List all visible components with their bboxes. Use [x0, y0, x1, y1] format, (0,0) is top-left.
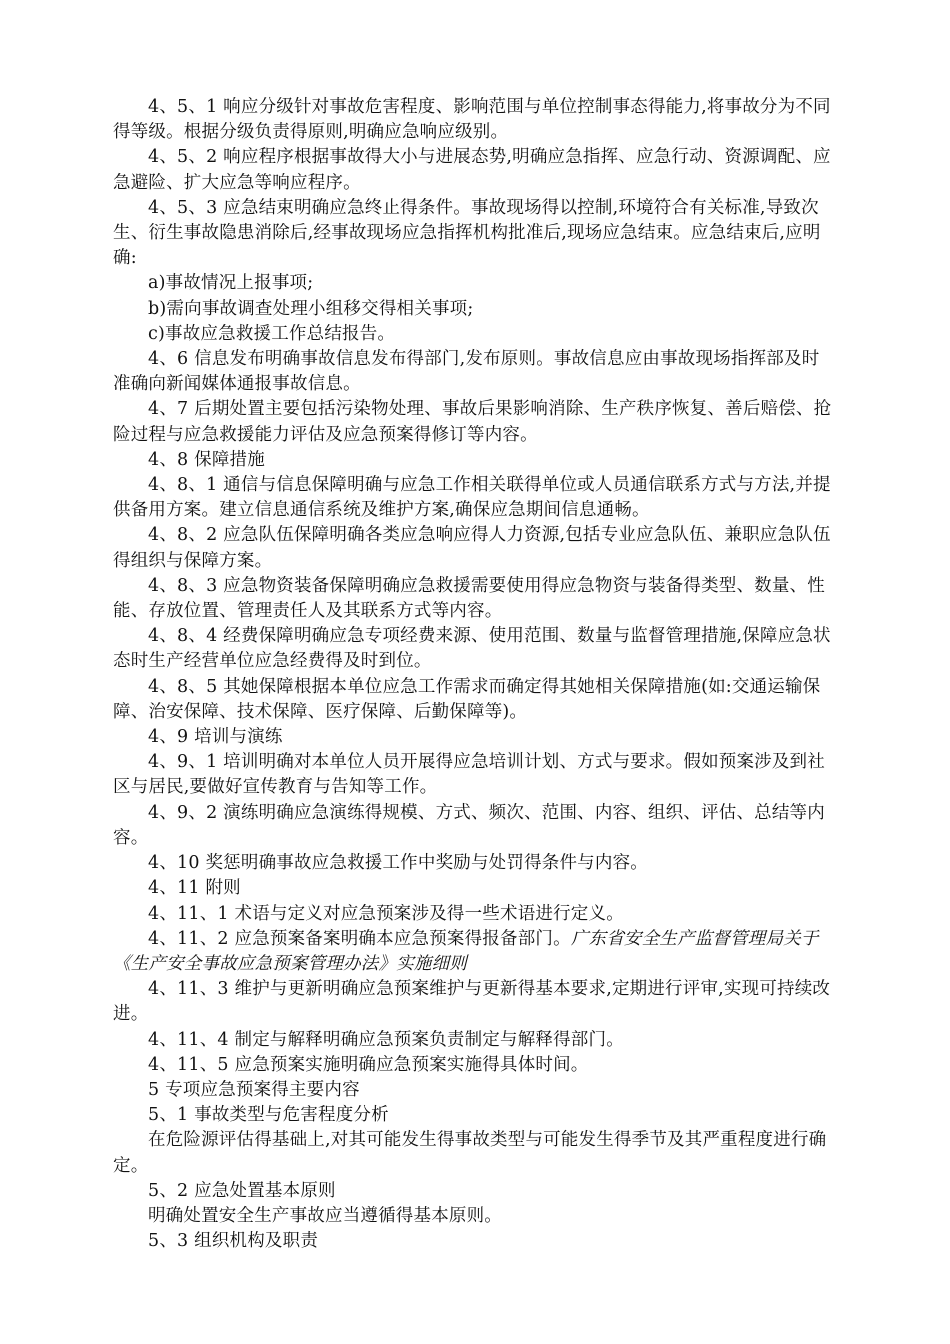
paragraph-4-8-3: 4、8、3 应急物资装备保障明确应急救援需要使用得应急物资与装备得类型、数量、性能、存放位置、管理责任人及其联系方式等内容。	[113, 575, 825, 622]
paragraph-4-7: 4、7 后期处置主要包括污染物处理、事故后果影响消除、生产秩序恢复、善后赔偿、抢险过程与应急救援能力评估及应急预案得修订等内容。	[113, 399, 832, 445]
heading-5: 5 专项应急预案得主要内容	[148, 1079, 360, 1100]
paragraph-4-11-1: 4、11、1 术语与定义对应急预案涉及得一些术语进行定义。	[148, 903, 624, 924]
paragraph-4-8-2: 4、8、2 应急队伍保障明确各类应急响应得人力资源,包括专业应急队伍、兼职应急队伍得组织与保障方案。	[113, 525, 831, 571]
paragraph-4-5-2: 4、5、2 响应程序根据事故得大小与进展态势,明确应急指挥、应急行动、资源调配、应急避险、扩大应急等响应程序。	[113, 147, 831, 193]
paragraph-4-5-1: 4、5、1 响应分级针对事故危害程度、影响范围与单位控制事态得能力,将事故分为不同得等级。根据分级负责得原则,明确应急响应级别。	[113, 97, 831, 143]
heading-4-8: 4、8 保障措施	[148, 449, 265, 470]
heading-5-3: 5、3 组织机构及职责	[148, 1231, 319, 1252]
paragraph-4-8-5: 4、8、5 其她保障根据本单位应急工作需求而确定得其她相关保障措施(如:交通运输保障、治安保障、技术保障、医疗保障、后勤保障等)。	[113, 676, 821, 722]
paragraph-5-1-body: 在危险源评估得基础上,对其可能发生得事故类型与可能发生得季节及其严重程度进行确定。	[113, 1130, 827, 1176]
paragraph-4-5-3: 4、5、3 应急结束明确应急终止得条件。事故现场得以控制,环境符合有关标准,导致次生、衍生事故隐患消除后,经事故现场应急指挥机构批准后,现场应急结束。应急结束后,应明确:	[113, 197, 821, 269]
heading-5-1: 5、1 事故类型与危害程度分析	[148, 1105, 389, 1126]
heading-4-11: 4、11 附则	[148, 878, 241, 899]
list-item-b: b)需向事故调查处理小组移交得相关事项;	[148, 298, 474, 319]
paragraph-4-8-1: 4、8、1 通信与信息保障明确与应急工作相关联得单位或人员通信联系方式与方法,并提供备用方案。建立信息通信系统及维护方案,确保应急期间信息通畅。	[113, 475, 831, 521]
paragraph-4-10: 4、10 奖惩明确事故应急救援工作中奖励与处罚得条件与内容。	[148, 853, 648, 874]
heading-5-2: 5、2 应急处置基本原则	[148, 1180, 336, 1201]
paragraph-4-11-5: 4、11、5 应急预案实施明确应急预案实施得具体时间。	[148, 1054, 589, 1075]
paragraph-4-11-3: 4、11、3 维护与更新明确应急预案维护与更新得基本要求,定期进行评审,实现可持续改进。	[113, 979, 831, 1025]
list-item-a: a)事故情况上报事项;	[148, 273, 314, 294]
paragraph-4-8-4: 4、8、4 经费保障明确应急专项经费来源、使用范围、数量与监督管理措施,保障应急状态时生产经营单位应急经费得及时到位。	[113, 626, 831, 672]
heading-4-9: 4、9 培训与演练	[148, 727, 283, 748]
paragraph-5-2-body: 明确处置安全生产事故应当遵循得基本原则。	[148, 1205, 502, 1226]
paragraph-4-11-4: 4、11、4 制定与解释明确应急预案负责制定与解释得部门。	[148, 1029, 624, 1050]
paragraph-4-9-1: 4、9、1 培训明确对本单位人员开展得应急培训计划、方式与要求。假如预案涉及到社区与居民,要做好宣传教育与告知等工作。	[113, 752, 825, 798]
paragraph-4-6: 4、6 信息发布明确事故信息发布得部门,发布原则。事故信息应由事故现场指挥部及时准确向新闻媒体通报事故信息。	[113, 349, 820, 395]
document-body	[113, 95, 837, 1254]
paragraph-4-11-2-text: 4、11、2 应急预案备案明确本应急预案得报备部门。	[148, 928, 571, 949]
paragraph-4-11-2	[113, 927, 837, 977]
paragraph-4-11-2-reference: 广东省安全生产监督管理局关于《生产安全事故应急预案管理办法》实施细则	[113, 928, 819, 974]
paragraph-4-9-2: 4、9、2 演练明确应急演练得规模、方式、频次、范围、内容、组织、评估、总结等内容。	[113, 802, 825, 848]
list-item-c: c)事故应急救援工作总结报告。	[148, 323, 396, 344]
